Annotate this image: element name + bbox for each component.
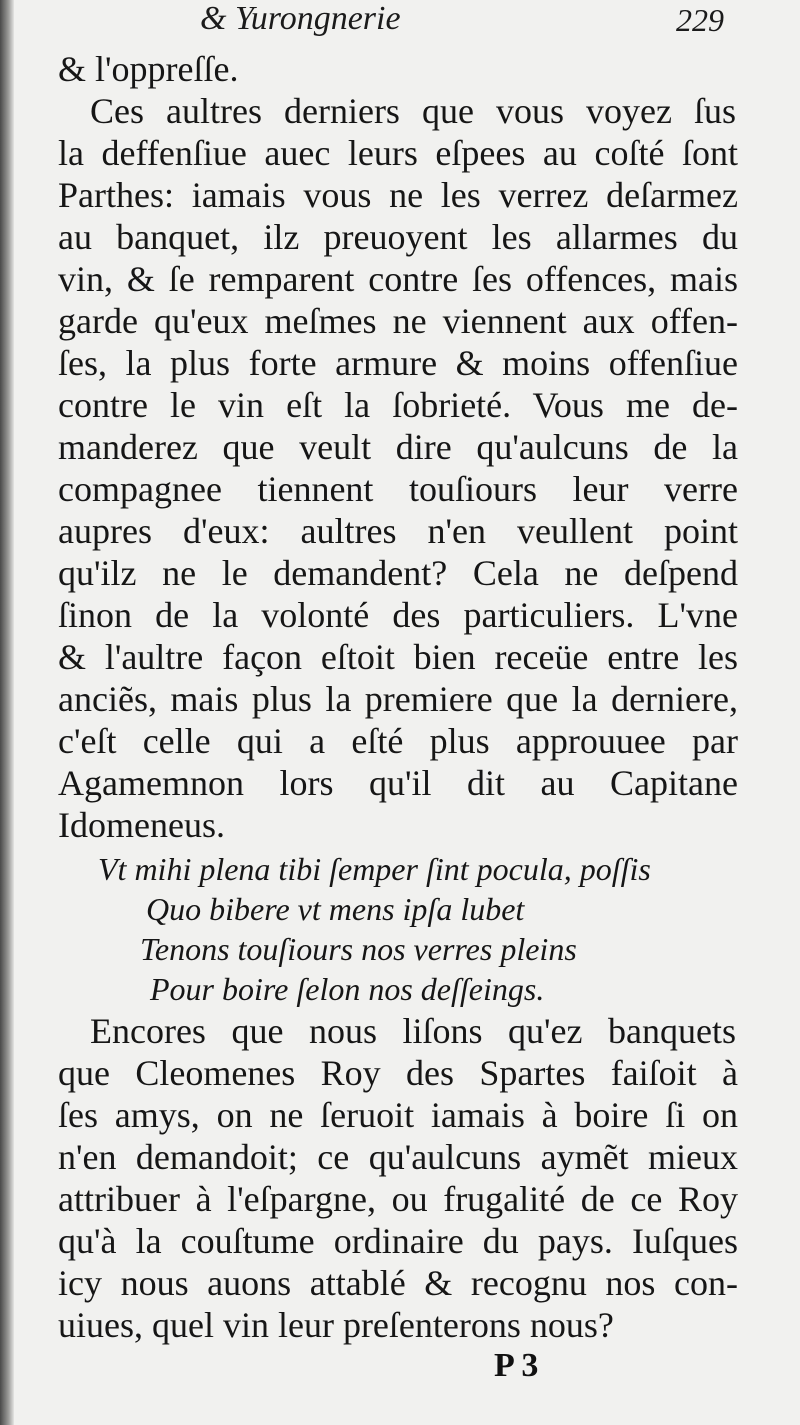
text-line: la deffenſiue auec leurs eſpees au coſté ſont bbox=[58, 133, 738, 173]
running-head: & Yurongnerie bbox=[200, 0, 401, 37]
text-line: attribuer à l'eſpargne, ou frugalité de ce Roy bbox=[58, 1179, 738, 1219]
text-line: garde qu'eux meſmes ne viennent aux offen- bbox=[58, 301, 738, 341]
text-line: & l'oppreſſe. bbox=[58, 49, 239, 89]
page-number: 229 bbox=[676, 2, 724, 38]
text-line: qu'ilz ne le demandent? Cela ne deſpend bbox=[58, 553, 738, 593]
text-line: c'eſt celle qui a eſté plus approuuee par bbox=[58, 721, 738, 761]
text-line: Ces aultres derniers que vous voyez ſus bbox=[90, 91, 736, 131]
page-gutter-shadow bbox=[0, 0, 14, 1425]
text-line: ſinon de la volonté des particuliers. L'vne bbox=[58, 595, 738, 635]
text-line: anciẽs, mais plus la premiere que la derniere, bbox=[58, 679, 738, 719]
signature-mark: P 3 bbox=[494, 1347, 539, 1384]
text-line: ſes, la plus forte armure & moins offenſiue bbox=[58, 343, 738, 383]
text-line: Agamemnon lors qu'il dit au Capitane bbox=[58, 763, 738, 803]
text-line: n'en demandoit; ce qu'aulcuns aymẽt mieux bbox=[58, 1137, 738, 1177]
text-line: vin, & ſe remparent contre ſes offences, mais bbox=[58, 259, 738, 299]
page-header bbox=[0, 0, 800, 48]
text-line: contre le vin eſt la ſobrieté. Vous me de- bbox=[58, 385, 738, 425]
verse-line: Vt mihi plena tibi ſemper ſint pocula, poſſis bbox=[98, 851, 651, 887]
text-line: que Cleomenes Roy des Spartes faiſoit à bbox=[58, 1053, 738, 1093]
text-line: Parthes: iamais vous ne les verrez deſarmez bbox=[58, 175, 738, 215]
text-line: Idomeneus. bbox=[58, 805, 225, 845]
text-line: ſes amys, on ne ſeruoit iamais à boire ſi on bbox=[58, 1095, 738, 1135]
text-line: manderez que veult dire qu'aulcuns de la bbox=[58, 427, 738, 467]
text-line: uiues, quel vin leur preſenterons nous? bbox=[58, 1305, 614, 1345]
text-line: aupres d'eux: aultres n'en veullent point bbox=[58, 511, 738, 551]
text-line: qu'à la couſtume ordinaire du pays. Iuſques bbox=[58, 1221, 738, 1261]
verse-line: Quo bibere vt mens ipſa lubet bbox=[146, 891, 525, 927]
text-line: compagnee tiennent touſiours leur verre bbox=[58, 469, 738, 509]
text-line: icy nous auons attablé & recognu nos con- bbox=[58, 1263, 738, 1303]
text-line: au banquet, ilz preuoyent les allarmes du bbox=[58, 217, 738, 257]
text-line: Encores que nous liſons qu'ez banquets bbox=[90, 1011, 736, 1051]
verse-line: Tenons touſiours nos verres pleins bbox=[140, 931, 577, 967]
verse-line: Pour boire ſelon nos deſſeings. bbox=[150, 971, 545, 1007]
text-line: & l'aultre façon eſtoit bien receüe entre les bbox=[58, 637, 738, 677]
